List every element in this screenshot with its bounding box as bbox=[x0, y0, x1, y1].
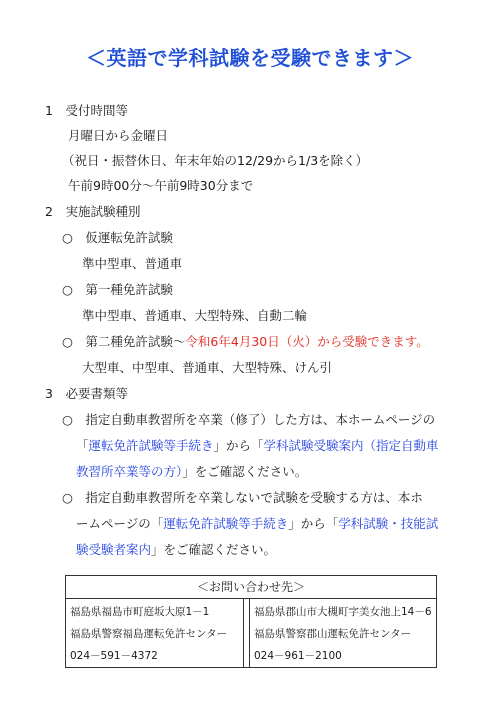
hours-days: 月曜日から金曜日 bbox=[68, 128, 169, 143]
documents-direct-line1: ○ 指定自動車教習所を卒業しないで試験を受験する方は、本ホ bbox=[62, 490, 423, 505]
section-3-heading: 3 必要書類等 bbox=[45, 386, 128, 401]
fukushima-address: 福島県福島市町庭坂大原1－1 bbox=[70, 606, 210, 618]
skills-exam-guide-link-cont[interactable]: 験受験者案内 bbox=[76, 542, 152, 557]
fukushima-center: 福島県警察福島運転免許センター bbox=[70, 628, 228, 640]
skills-exam-guide-link[interactable]: 学科試験・技能試 bbox=[338, 516, 439, 531]
license-procedures-link-2[interactable]: 運転免許試験等手続き bbox=[163, 516, 289, 531]
documents-graduated-line1: ○ 指定自動車教習所を卒業（修了）した方は、本ホームページの bbox=[62, 412, 436, 427]
confirm-text: 」をご確認ください。 bbox=[182, 464, 308, 479]
koriyama-center: 福島県警察郡山運転免許センター bbox=[254, 628, 412, 640]
contact-heading: ＜お問い合わせ先＞ bbox=[66, 576, 436, 599]
written-exam-guide-link-cont[interactable]: 教習所卒業等の方） bbox=[76, 464, 183, 479]
exam-type-provisional: ○ 仮運転免許試験 bbox=[62, 230, 173, 245]
hours-exclusions: （祝日・振替休日、年末年始の12/29から1/3を除く） bbox=[62, 153, 369, 168]
koriyama-phone: 024－961－2100 bbox=[254, 650, 342, 662]
section-1-heading: 1 受付時間等 bbox=[45, 103, 128, 118]
confirm-text-2: 」をご確認ください。 bbox=[151, 542, 277, 557]
second-class-label: ○ 第二種免許試験～ bbox=[62, 334, 186, 349]
homepage-text: ームページの「 bbox=[76, 516, 164, 531]
documents-graduated-line2 bbox=[76, 438, 439, 454]
koriyama-address: 福島県郡山市大槻町字美女池上14－6 bbox=[254, 606, 432, 618]
contact-fukushima bbox=[66, 598, 244, 667]
bracket-open: 「 bbox=[76, 438, 89, 453]
documents-graduated-line3 bbox=[76, 464, 307, 480]
license-procedures-link[interactable]: 運転免許試験等手続き bbox=[88, 438, 214, 453]
bracket-join-2: 」から「 bbox=[288, 516, 339, 531]
exam-type-second-class-vehicles: 大型車、中型車、普通車、大型特殊、けん引 bbox=[82, 360, 333, 375]
contact-box bbox=[65, 575, 437, 668]
exam-type-first-class: ○ 第一種免許試験 bbox=[62, 282, 173, 297]
exam-type-first-class-vehicles: 準中型車、普通車、大型特殊、自動二輪 bbox=[82, 308, 308, 323]
exam-type-second-class bbox=[62, 334, 429, 350]
second-class-notice: 令和6年4月30日（火）から受験できます。 bbox=[185, 334, 429, 349]
section-2-heading: 2 実施試験種別 bbox=[45, 204, 141, 219]
exam-type-provisional-vehicles: 準中型車、普通車 bbox=[82, 256, 183, 271]
written-exam-guide-link[interactable]: 学科試験受験案内（指定自動車 bbox=[263, 438, 439, 453]
documents-direct-line3 bbox=[76, 542, 276, 558]
documents-direct-line2 bbox=[76, 516, 438, 532]
page-title: ＜英語で学科試験を受験できます＞ bbox=[86, 46, 414, 70]
bracket-join: 」から「 bbox=[213, 438, 264, 453]
fukushima-phone: 024－591－4372 bbox=[70, 650, 158, 662]
contact-koriyama bbox=[249, 598, 437, 667]
hours-time: 午前9時00分～午前9時30分まで bbox=[68, 178, 254, 193]
